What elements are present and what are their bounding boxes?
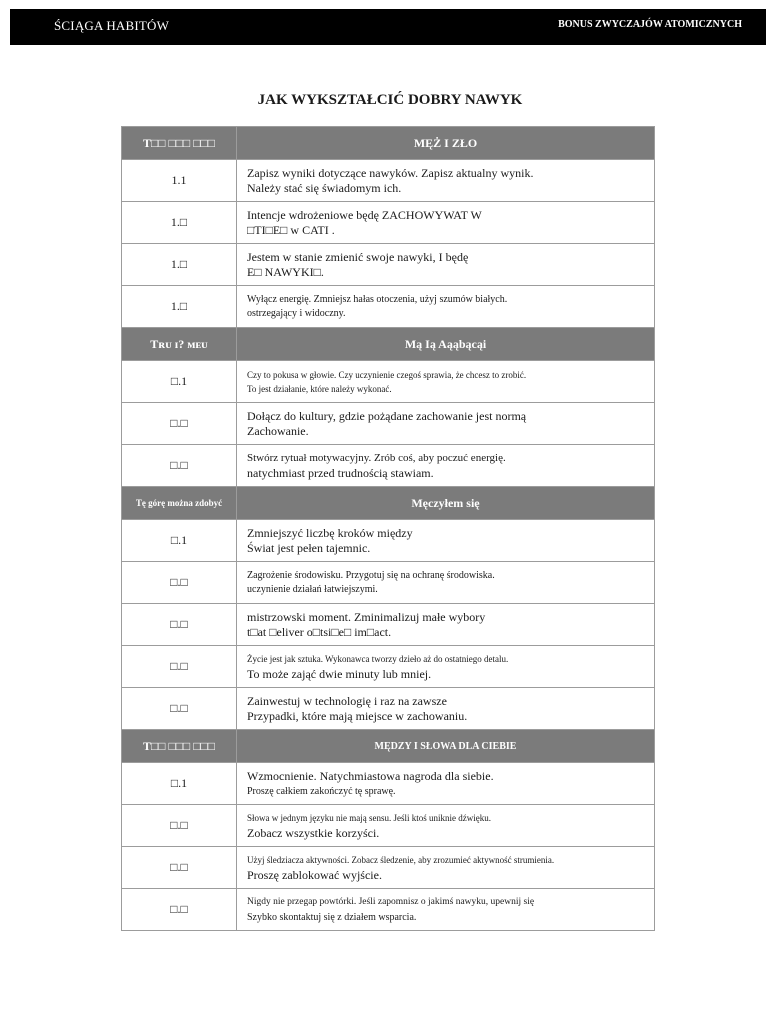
row-number: □.□: [122, 688, 237, 730]
row-number: 1.1: [122, 160, 237, 202]
row-text: [237, 889, 655, 931]
row-line-2: natychmiast przed trudnością stawiam.: [247, 465, 434, 480]
row-line-2: Należy stać się świadomym ich.: [247, 180, 402, 195]
page-title: JAK WYKSZTAŁCIĆ DOBRY NAWYK: [257, 92, 523, 108]
row-line-2: Szybko skontaktuj się z działem wsparcia.: [247, 911, 417, 923]
header-brand: ŚCIĄGA HABITÓW: [54, 18, 170, 33]
section-header: [122, 328, 655, 361]
row-line-1: Zmniejszyć liczbę kroków między: [247, 525, 413, 540]
section-left-label: T□□ □□□ □□□: [122, 730, 237, 763]
row-text: [237, 805, 655, 847]
row-text: [237, 445, 655, 487]
row-line-1: Zapisz wyniki dotyczące nawyków. Zapisz aktualny wynik.: [247, 165, 534, 180]
row-line-2: Przypadki, które mają miejsce w zachowaniu.: [247, 708, 468, 723]
row-line-2: Świat jest pełen tajemnic.: [247, 540, 371, 555]
section-title: MĘDZY I SŁOWA DLA CIEBIE: [237, 730, 655, 763]
table-row: [122, 445, 655, 487]
section-left-label: Tę górę można zdobyć: [122, 487, 237, 520]
row-text: [237, 403, 655, 445]
row-line-1: Jestem w stanie zmienić swoje nawyki, I będę: [247, 249, 469, 264]
row-number: □.□: [122, 403, 237, 445]
table-row: [122, 361, 655, 403]
section-header: [122, 127, 655, 160]
table-row: [122, 160, 655, 202]
section-left-label: T□□ □□□ □□□: [122, 127, 237, 160]
row-line-2: Proszę zablokować wyjście.: [247, 867, 382, 882]
row-line-1: Dołącz do kultury, gdzie pożądane zachowanie jest normą: [247, 408, 527, 423]
row-line-2: To jest działanie, które należy wykonać.: [247, 383, 392, 394]
table-row: [122, 847, 655, 889]
table-row: [122, 763, 655, 805]
table-row: [122, 646, 655, 688]
row-text: [237, 604, 655, 646]
row-line-1: Życie jest jak sztuka. Wykonawca tworzy dzieło aż do ostatniego detalu.: [247, 653, 509, 664]
row-line-2: Proszę całkiem zakończyć tę sprawę.: [247, 785, 396, 797]
table-row: [122, 202, 655, 244]
table-row: [122, 562, 655, 604]
table-row: [122, 688, 655, 730]
habits-table: [121, 126, 655, 931]
row-number: □.□: [122, 604, 237, 646]
row-line-1: Czy to pokusa w głowie. Czy uczynienie czegoś sprawia, że chcesz to zrobić.: [247, 369, 527, 380]
row-line-2: Zachowanie.: [247, 423, 309, 438]
row-text: [237, 562, 655, 604]
row-number: □.□: [122, 889, 237, 931]
row-text: [237, 286, 655, 328]
table-row: [122, 520, 655, 562]
row-line-2: E□ NAWYKI□.: [247, 264, 324, 279]
row-text: [237, 202, 655, 244]
section-title: Mą Ią Aąąbącąi: [237, 328, 655, 361]
row-line-1: Wzmocnienie. Natychmiastowa nagroda dla siebie.: [247, 768, 494, 783]
header-bar: [10, 9, 766, 45]
row-number: 1.□: [122, 286, 237, 328]
row-text: [237, 847, 655, 889]
table-row: [122, 604, 655, 646]
table-row: [122, 244, 655, 286]
row-line-1: Wyłącz energię. Zmniejsz hałas otoczenia, użyj szumów białych.: [247, 293, 508, 305]
row-number: □.□: [122, 847, 237, 889]
row-line-1: Intencje wdrożeniowe będę ZACHOWYWAT W: [247, 207, 482, 222]
section-title: MĘŻ I ZŁO: [237, 127, 655, 160]
table-row: [122, 889, 655, 931]
row-number: □.1: [122, 361, 237, 403]
row-line-1: Użyj śledziacza aktywności. Zobacz śledzenie, aby zrozumieć aktywność strumienia.: [247, 854, 555, 865]
row-number: □.1: [122, 520, 237, 562]
row-number: □.□: [122, 805, 237, 847]
row-line-1: Stwórz rytuał motywacyjny. Zrób coś, aby poczuć energię.: [247, 451, 506, 464]
row-line-2: □TI□E□ w CATI .: [247, 222, 335, 237]
row-line-2: To może zająć dwie minuty lub mniej.: [247, 666, 432, 681]
row-line-2: Zobacz wszystkie korzyści.: [247, 825, 380, 840]
row-text: [237, 688, 655, 730]
section-header: [122, 487, 655, 520]
row-line-2: ostrzegający i widoczny.: [247, 307, 346, 319]
row-number: □.□: [122, 646, 237, 688]
row-number: 1.□: [122, 202, 237, 244]
row-line-1: Nigdy nie przegap powtórki. Jeśli zapomnisz o jakimś nawyku, upewnij się: [247, 896, 535, 907]
row-text: [237, 160, 655, 202]
table-row: [122, 805, 655, 847]
row-number: □.1: [122, 763, 237, 805]
row-text: [237, 646, 655, 688]
row-text: [237, 520, 655, 562]
row-number: □.□: [122, 562, 237, 604]
row-line-2: uczynienie działań łatwiejszymi.: [247, 583, 378, 595]
row-number: 1.□: [122, 244, 237, 286]
section-header: [122, 730, 655, 763]
row-line-1: Zainwestuj w technologię i raz na zawsze: [247, 693, 447, 708]
table-row: [122, 286, 655, 328]
row-line-1: mistrzowski moment. Zminimalizuj małe wybory: [247, 609, 486, 624]
row-text: [237, 244, 655, 286]
row-text: [237, 763, 655, 805]
row-line-2: t□at □eliver o□tsi□e□ im□act.: [247, 624, 392, 639]
row-number: □.□: [122, 445, 237, 487]
section-left-label: Tʀᴜ ɪ? ᴍᴇᴜ: [122, 328, 237, 361]
header-bonus: BONUS ZWYCZAJÓW ATOMICZNYCH: [558, 19, 742, 30]
row-line-1: Słowa w jednym języku nie mają sensu. Jeśli ktoś uniknie dźwięku.: [247, 812, 491, 823]
table-row: [122, 403, 655, 445]
row-line-1: Zagrożenie środowisku. Przygotuj się na ochranę środowiska.: [247, 569, 495, 581]
section-title: Męczyłem się: [237, 487, 655, 520]
row-text: [237, 361, 655, 403]
